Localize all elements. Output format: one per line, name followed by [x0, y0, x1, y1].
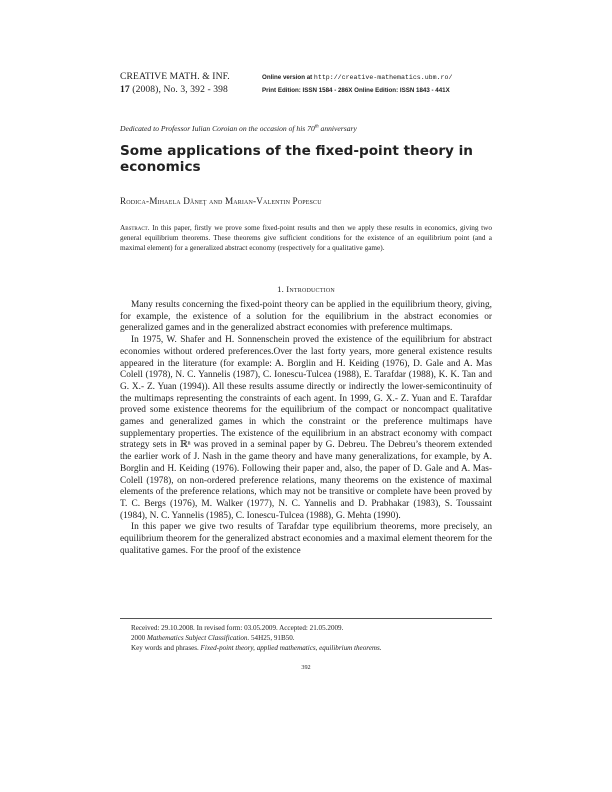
dedication	[120, 124, 357, 133]
dedication-text: Dedicated to Professor Iulian Coroian on the occasion of his 70	[120, 124, 315, 133]
volume-number: 17	[120, 84, 130, 95]
footnotes	[120, 618, 492, 654]
journal-name: CREATIVE MATH. & INF.	[120, 71, 230, 82]
online-url-link[interactable]: http://creative-mathematics.ubm.ro/	[313, 74, 453, 81]
authors: Rodica-Mihaela Dăneţ and Marian-Valentin Popescu	[120, 196, 322, 206]
abstract	[120, 223, 492, 253]
keywords-label: Key words and phrases.	[131, 644, 199, 653]
msc-label: Mathematics Subject Classification.	[146, 634, 250, 643]
msc-classification	[120, 633, 492, 643]
received-dates: Received: 29.10.2008. In revised form: 03.05.2009. Accepted: 21.05.2009.	[131, 624, 344, 632]
keywords	[120, 643, 492, 653]
paper-title: Some applications of the fixed-point theory in economics	[120, 143, 473, 175]
issue-pages: (2008), No. 3, 392 - 398	[129, 84, 228, 95]
dedication-sup: th	[314, 124, 319, 130]
paragraph: In 1975, W. Shafer and H. Sonnenschein proved the existence of the equilibrium for abstract economies without ordered preferences.Over the last forty years, more general existence results appeared in the literature (for example: A. Borglin and H. Keiding (1976), D. Gale and A. Mas Colell (1978), N. C. Yannelis (1987), C. Ionescu-Tulcea (1988), E. Tarafdar (1988), K. K. Tan and G. X.- Z. Yuan (1994)). All these results assume directly or indirectly the lower-semicontinuity of the multimaps representing the constraints of each agent. In 1999, G. X.- Z. Yuan and E. Tarafdar proved some existence theorems for the equilibrium of the compact or noncompact qualitative games and generalized games in which the constraint or the preference multimaps have supplementary properties. The existence of the equilibrium in an abstract economy with compact strategy sets in ℝⁿ was proved in a seminal paper by G. Debreu. The Debreu’s theorem extended the earlier work of J. Nash in the game theory and have many generalizations, for example, by A. Borglin and H. Keiding (1976). Following their paper and, also, the paper of D. Gale and A. Mas-Colell (1978), on non-ordered preference relations, many theorems on the existence of maximal elements of the preference relations, which may not be transitive or complete have been proved by T. C. Bergs (1976), M. Walker (1977), N. C. Yannelis and D. Prabhakar (1983), S. Toussaint (1984), N. C. Yannelis (1985), C. Ionescu-Tulcea (1988), G. Mehta (1990).	[120, 335, 492, 521]
online-label: Online version at	[262, 74, 314, 81]
abstract-text: In this paper, firstly we prove some fixed-point results and then we apply these results in economics, giving two general equilibrium theorems. These theorems give sufficient conditions for the existence of an equilibrium point (and a maximal element) for a generalized abstract economy (respectively for a qualitative game).	[120, 224, 492, 252]
print-edition: Print Edition: ISSN 1584 - 286X Online Edition: ISSN 1843 - 441X	[262, 87, 450, 94]
paragraph: Many results concerning the fixed-point theory can be applied in the equilibrium theory, giving, for example, the existence of a solution for the equilibrium in the abstract economies or generalized games and in the generalized abstract economies with preference multimaps.	[120, 300, 492, 334]
msc-codes: 54H25, 91B50.	[249, 634, 295, 643]
journal-header	[120, 71, 520, 97]
keywords-text: Fixed-point theory, applied mathematics, equilibrium theorems.	[198, 644, 382, 653]
msc-year: 2000	[131, 634, 147, 643]
section-heading: 1. Introduction	[277, 284, 335, 294]
online-version	[262, 74, 452, 81]
paragraph: In this paper we give two results of Tarafdar type equilibrium theorems, more precisely, an equilibrium theorem for the generalized abstract economies and a maximal element theorem for the qualitative games. For the proof of the existence	[120, 522, 492, 556]
dedication-suffix: anniversary	[318, 124, 357, 133]
body-text	[120, 300, 492, 557]
page-number: 392	[301, 664, 311, 671]
volume-info	[120, 84, 262, 95]
abstract-label: Abstract.	[120, 224, 150, 232]
